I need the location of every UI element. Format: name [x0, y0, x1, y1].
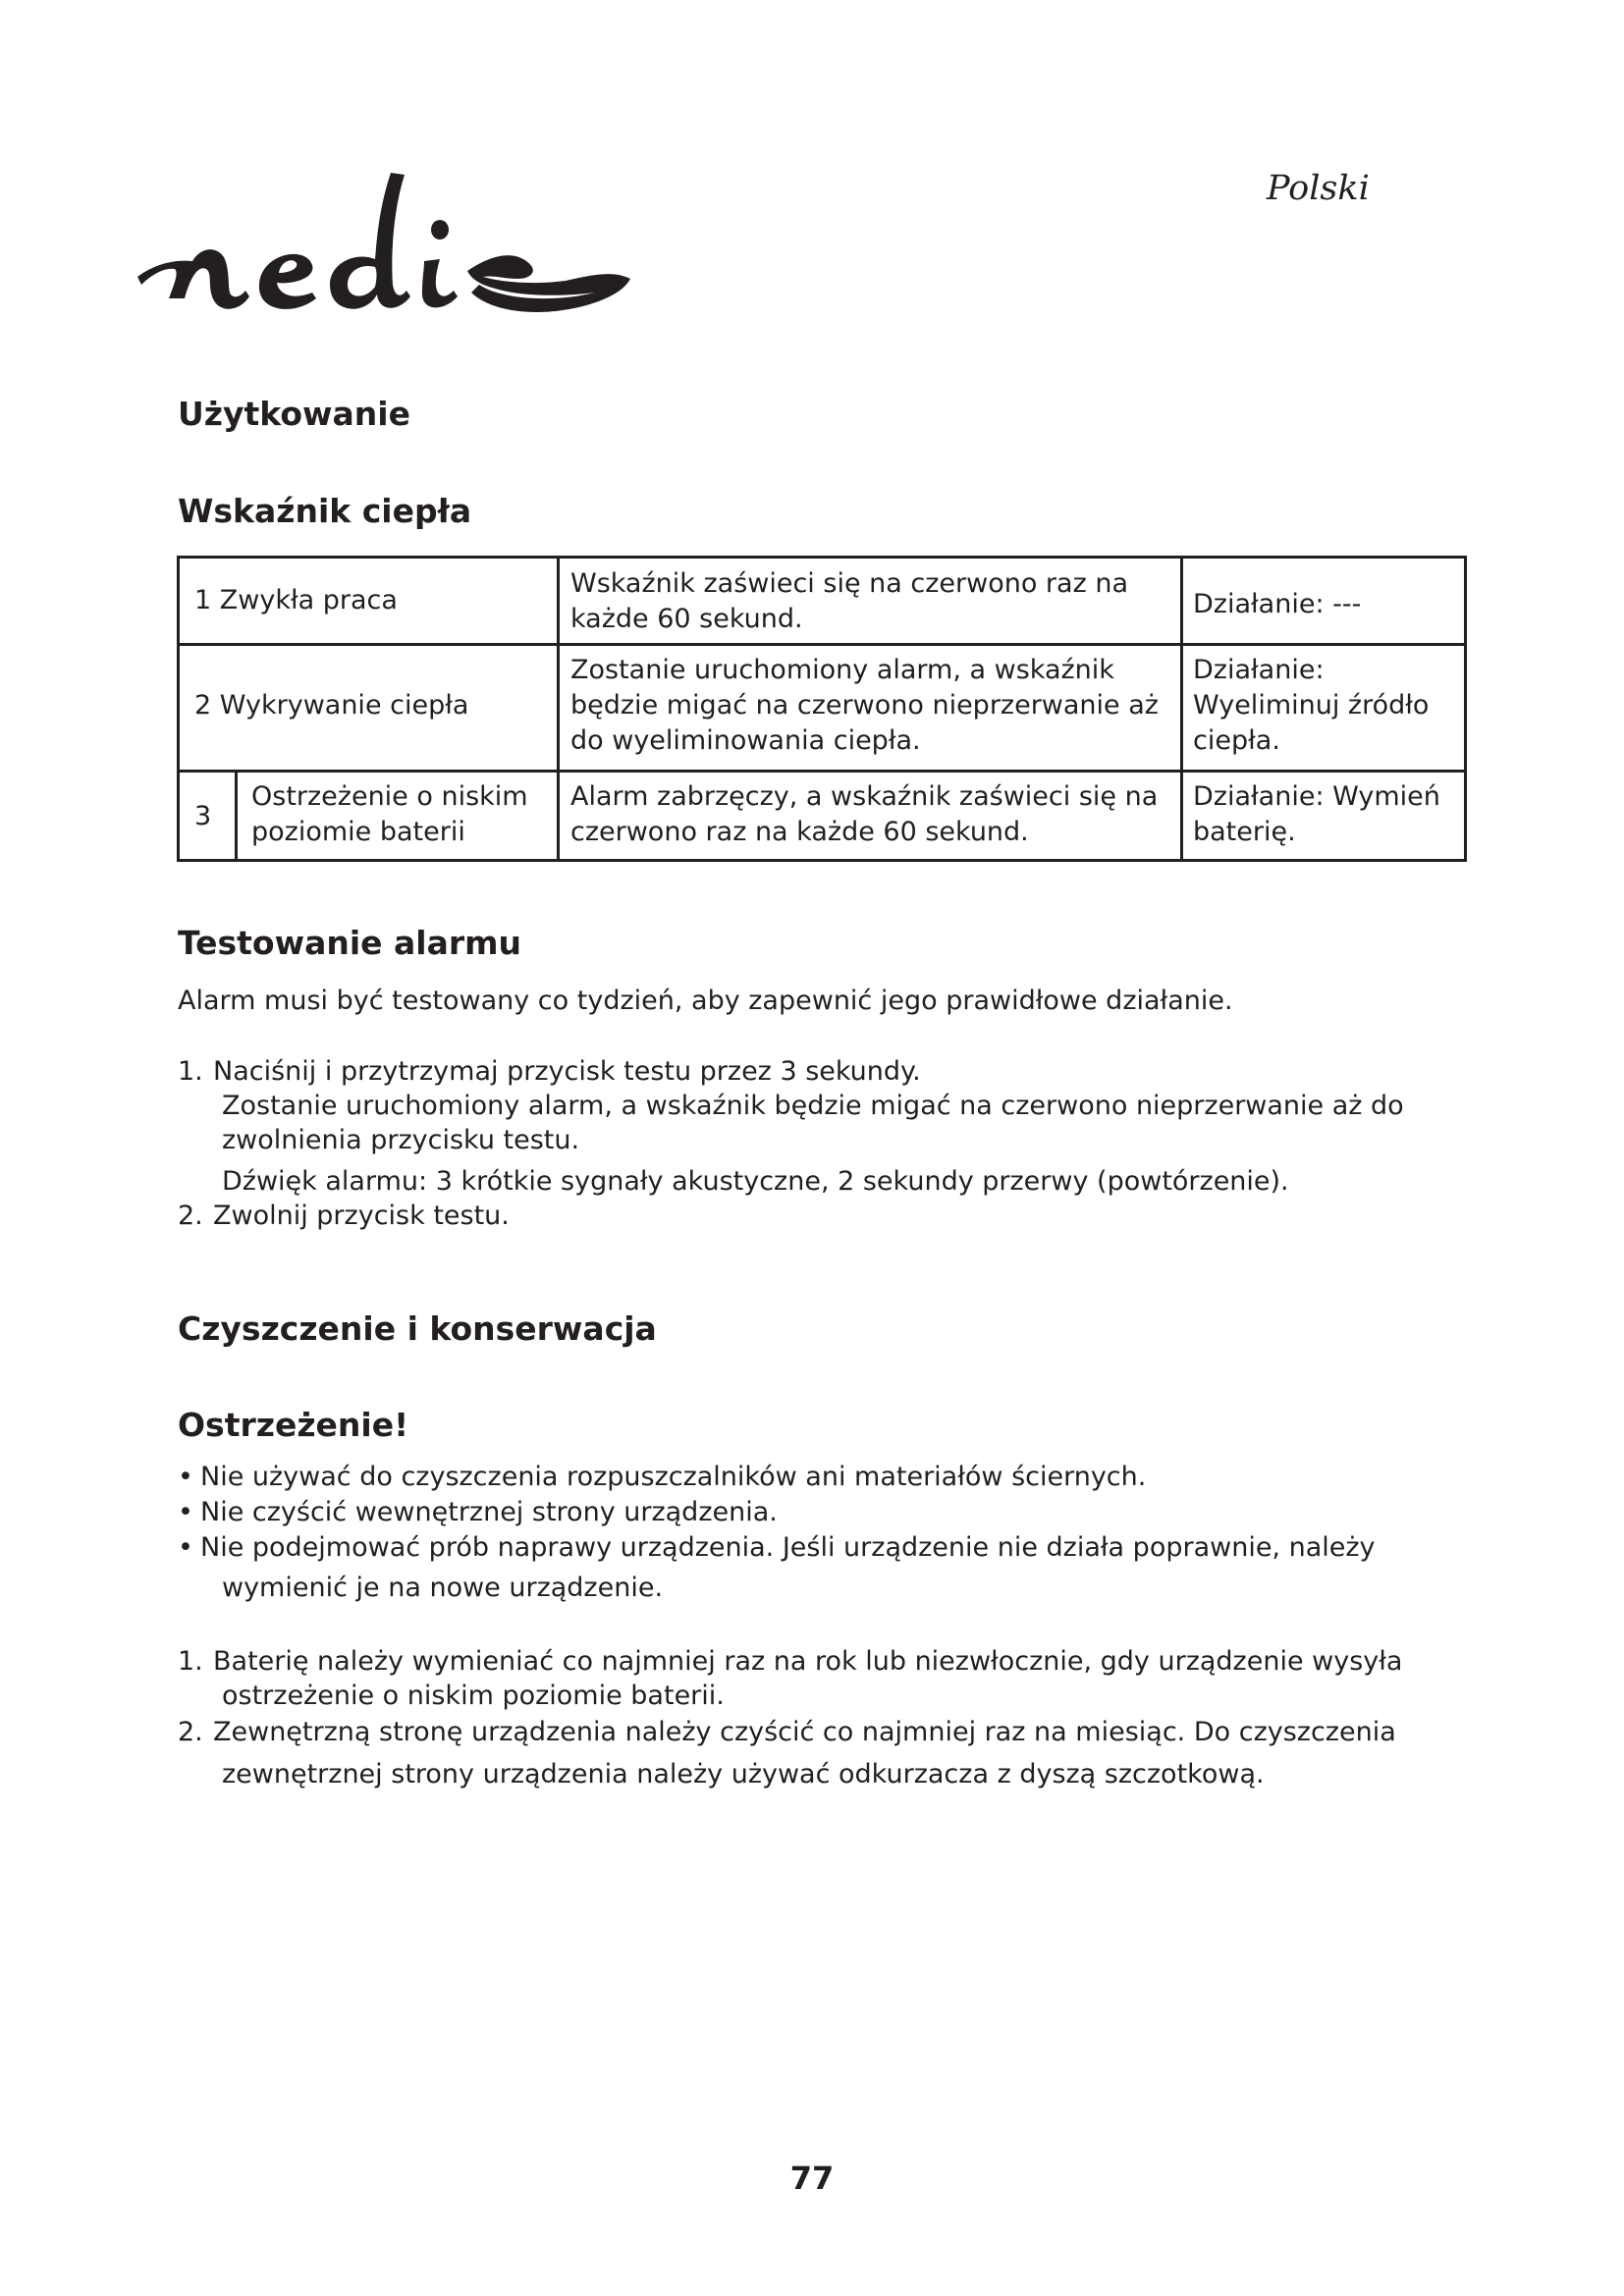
alarm-test-intro: Alarm musi być testowany co tydzień, aby zapewnić jego prawidłowe działanie. — [178, 986, 1233, 1016]
step-marker: 2. — [178, 1717, 203, 1747]
action-line: Działanie: Wymień — [1193, 781, 1440, 812]
table-col-divider — [1180, 559, 1183, 859]
step-detail: zwolnienia przycisku testu. — [222, 1125, 580, 1155]
bullet-marker: • — [178, 1462, 193, 1492]
row-action — [1193, 779, 1440, 850]
row-action — [1193, 653, 1429, 759]
step-marker: 1. — [178, 1646, 203, 1677]
step-detail: Zostanie uruchomiony alarm, a wskaźnik będzie migać na czerwono nieprzerwanie aż do — [222, 1091, 1404, 1121]
step-text: Baterię należy wymieniać co najmniej raz na rok lub niezwłocznie, gdy urządzenie wysyła — [213, 1646, 1403, 1677]
row-action — [1193, 587, 1361, 622]
bullet-text: Nie podejmować prób naprawy urządzenia. Jeśli urządzenie nie działa poprawnie, należy — [200, 1532, 1376, 1563]
row-mode: Zwykła praca — [219, 585, 398, 615]
step-marker: 2. — [178, 1201, 203, 1231]
description-line: Zostanie uruchomiony alarm, a wskaźnik — [570, 655, 1114, 685]
table-row — [194, 688, 468, 723]
table-row — [194, 583, 398, 618]
language-label: Polski — [1267, 169, 1370, 208]
action-line: ciepła. — [1193, 725, 1280, 756]
alarm-test-heading: Testowanie alarmu — [178, 924, 522, 962]
row-description — [570, 653, 1159, 759]
step-text: Zwolnij przycisk testu. — [213, 1201, 510, 1231]
description-line: Alarm zabrzęczy, a wskaźnik zaświeci się na — [570, 781, 1159, 812]
bullet-marker: • — [178, 1497, 193, 1527]
warning-heading: Ostrzeżenie! — [178, 1406, 409, 1444]
table-col-divider — [235, 770, 238, 859]
bullet-text: Nie używać do czyszczenia rozpuszczalników ani materiałów ściernych. — [200, 1462, 1147, 1492]
row-number: 1 — [194, 585, 212, 615]
step-marker: 1. — [178, 1056, 203, 1087]
row-description — [570, 779, 1158, 850]
mode-line: poziomie baterii — [251, 817, 465, 847]
table-row-divider — [180, 770, 1464, 773]
row-mode — [251, 779, 528, 850]
row-number: 3 — [194, 801, 212, 831]
nedis-logo — [134, 169, 713, 318]
description-line: do wyeliminowania ciepła. — [570, 725, 921, 756]
heat-indicator-heading: Wskaźnik ciepła — [178, 492, 472, 530]
page-number: 77 — [789, 2160, 835, 2197]
bullet-text: Nie czyścić wewnętrznej strony urządzenia. — [200, 1497, 778, 1527]
table-col-divider — [557, 559, 560, 859]
description-line: Wskaźnik zaświeci się na czerwono raz na — [570, 568, 1128, 599]
action-line: Działanie: --- — [1193, 589, 1362, 619]
row-mode: Wykrywanie ciepła — [219, 690, 469, 721]
row-number: 2 — [194, 690, 212, 721]
usage-heading: Użytkowanie — [178, 395, 410, 433]
description-line: czerwono raz na każde 60 sekund. — [570, 817, 1029, 847]
action-line: Wyeliminuj źródło — [1193, 690, 1430, 721]
cleaning-heading: Czyszczenie i konserwacja — [178, 1309, 657, 1348]
bullet-marker: • — [178, 1532, 193, 1563]
mode-line: Ostrzeżenie o niskim — [251, 781, 528, 812]
action-line: baterię. — [1193, 817, 1296, 847]
bullet-text-continued: wymienić je na nowe urządzenie. — [222, 1573, 664, 1603]
action-line: Działanie: — [1193, 655, 1325, 685]
description-line: każde 60 sekund. — [570, 604, 803, 634]
table-row-divider — [180, 643, 1464, 646]
step-text: Naciśnij i przytrzymaj przycisk testu przez 3 sekundy. — [213, 1056, 921, 1087]
step-text-continued: ostrzeżenie o niskim poziomie baterii. — [222, 1681, 725, 1711]
step-detail: Dźwięk alarmu: 3 krótkie sygnały akustyczne, 2 sekundy przerwy (powtórzenie). — [222, 1166, 1289, 1197]
heat-indicator-table — [177, 556, 1467, 862]
description-line: będzie migać na czerwono nieprzerwanie aż — [570, 690, 1159, 721]
step-text-continued: zewnętrznej strony urządzenia należy używać odkurzacza z dyszą szczotkową. — [222, 1759, 1265, 1789]
step-text: Zewnętrzną stronę urządzenia należy czyścić co najmniej raz na miesiąc. Do czyszczenia — [213, 1717, 1396, 1747]
row-description — [570, 566, 1128, 637]
